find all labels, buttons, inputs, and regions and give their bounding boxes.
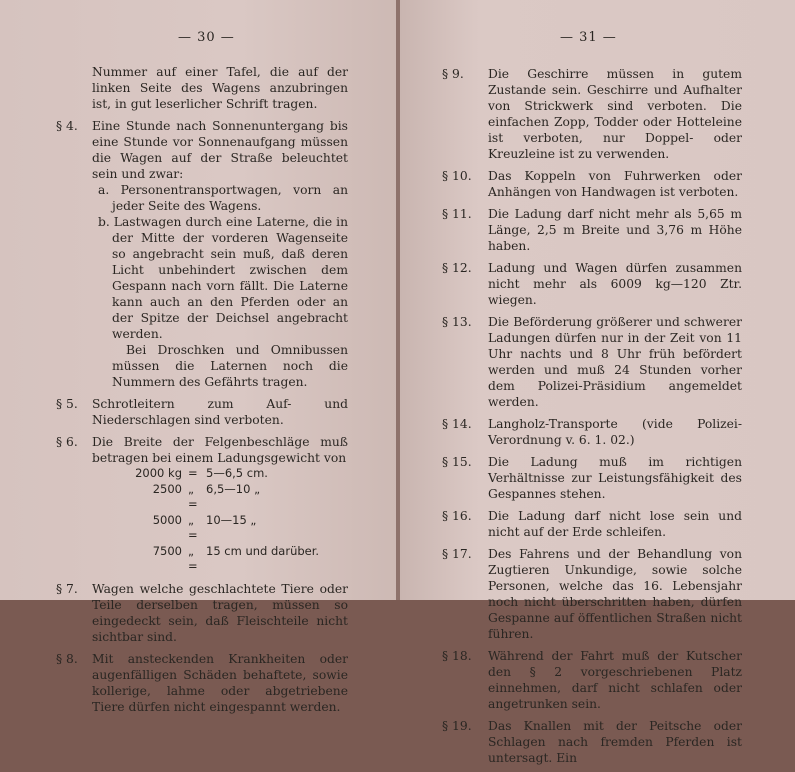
section-9 [442,66,742,162]
section-11 [442,206,742,254]
section-12 [442,260,742,308]
section-number: § 18. [442,649,472,663]
section-text: Des Fahrens und der Behandlung von Zugtieren Unkundige, sowie solche Personen, welche das 16. Lebensjahr noch nicht überschritten haben, dürfen Gespanne auf öffentlichen Straßen nicht führen. [488,547,742,641]
section-number: § 13. [442,315,472,329]
section-number: § 5. [56,397,78,411]
section-5 [56,396,348,428]
section-number: § 17. [442,547,472,561]
section-text: Während der Fahrt muß der Kutscher den § 2 vorgeschriebenen Platz einnehmen, darf nicht schlafen oder angetrunken sein. [488,649,742,711]
section-18 [442,648,742,712]
section-number: § 15. [442,455,472,469]
section-10 [442,168,742,200]
section-number: § 10. [442,169,472,183]
page-number: — 31 — [560,30,617,45]
section-text: Schrotleitern zum Auf- und Niederschlagen sind verboten. [92,397,348,427]
section-14 [442,416,742,448]
section-7 [56,581,348,645]
list-item: a. Personentransportwagen, vorn an jeder Seite des Wagens. [98,183,348,213]
section-text: Die Geschirre müssen in gutem Zustande sein. Geschirre und Aufhalter von Strickwerk sind verboten. Die einfachen Zopp, Todder oder Hotteleine ist verboten, nur Doppel- oder Kreuzleine ist zu verwenden. [488,67,742,161]
table-row: 2500 „ = 6,5—10 „ [152,481,261,511]
section-text: Wagen welche geschlachtete Tiere oder Teile derselben tragen, müssen so eingedeckt sein, daß Fleischteile nicht sichtbar sind. [92,581,348,644]
section-13 [442,314,742,410]
table-row: 2000 kg = 5—6,5 cm. [135,466,268,480]
right-page [400,0,795,765]
section-number: § 4. [56,119,78,133]
section-text: Mit ansteckenden Krankheiten oder augenfälligen Schäden behaftete, sowie kollerige, lahme oder abgetriebene Tiere dürfen nicht eingespannt werden. [92,651,348,714]
section-number: § 12. [442,261,472,275]
table-row: 5000 „ = 10—15 „ [152,512,257,542]
page-body [56,64,348,721]
section-19 [442,718,742,766]
section-text: Die Beförderung größerer und schwerer Ladungen dürfen nur in der Zeit von 11 Uhr nachts und 8 Uhr früh befördert werden und muß 24 Stunden vorher dem Polizei-Präsidium angemeldet werden. [488,315,742,409]
section-text: Die Ladung darf nicht mehr als 5,65 m Länge, 2,5 m Breite und 3,76 m Höhe haben. [488,207,742,253]
weight-table [130,466,348,575]
list-item: b. Lastwagen durch eine Laterne, die in der Mitte der vorderen Wagenseite so angebracht sein muß, daß deren Licht unbehindert zwischen dem Gespann nach vorn fällt. Die Laterne kann auch an den Pferden oder an der Spitze der Deichsel angebracht werden. [98,215,348,341]
section-number: § 9. [442,67,464,81]
section-text: Die Breite der Felgenbeschläge muß betragen bei einem Ladungsgewicht von [92,435,348,465]
section-text: Ladung und Wagen dürfen zusammen nicht mehr als 6009 kg—120 Ztr. wiegen. [488,261,742,307]
section-15 [442,454,742,502]
section-6 [56,434,348,575]
page-number: — 30 — [178,30,235,45]
section-number: § 6. [56,435,78,449]
section-8 [56,651,348,715]
continuation-text: Nummer auf einer Tafel, die auf der linken Seite des Wagens anzubringen ist, in gut leserlicher Schrift tragen. [92,65,348,111]
section-text: Das Koppeln von Fuhrwerken oder Anhängen von Handwagen ist verboten. [488,169,742,199]
section-note: Bei Droschken und Omnibussen müssen die Laternen noch die Nummern des Gefährts tragen. [112,343,348,389]
section-number: § 16. [442,509,472,523]
section-number: § 7. [56,581,78,596]
section-17 [442,546,742,642]
section-text: Eine Stunde nach Sonnenuntergang bis eine Stunde vor Sonnenaufgang müssen die Wagen auf der Straße beleuchtet sein und zwar: [92,119,348,181]
left-page [0,0,398,714]
table-row: 7500 „ = 15 cm und darüber. [152,543,320,573]
page-body [442,66,742,772]
section-16 [442,508,742,540]
section-number: § 11. [442,207,472,221]
section-text: Das Knallen mit der Peitsche oder Schlagen nach fremden Pferden ist untersagt. Ein [488,719,742,765]
section-text: Langholz-Transporte (vide Polizei-Verordnung v. 6. 1. 02.) [488,417,742,447]
section-number: § 19. [442,719,472,733]
section-4 [56,118,348,390]
section-text: Die Ladung darf nicht lose sein und nicht auf der Erde schleifen. [488,509,742,539]
section-text: Die Ladung muß im richtigen Verhältnisse zur Leistungsfähigkeit des Gespannes stehen. [488,455,742,501]
section-number: § 14. [442,417,472,431]
section-number: § 8. [56,651,78,666]
